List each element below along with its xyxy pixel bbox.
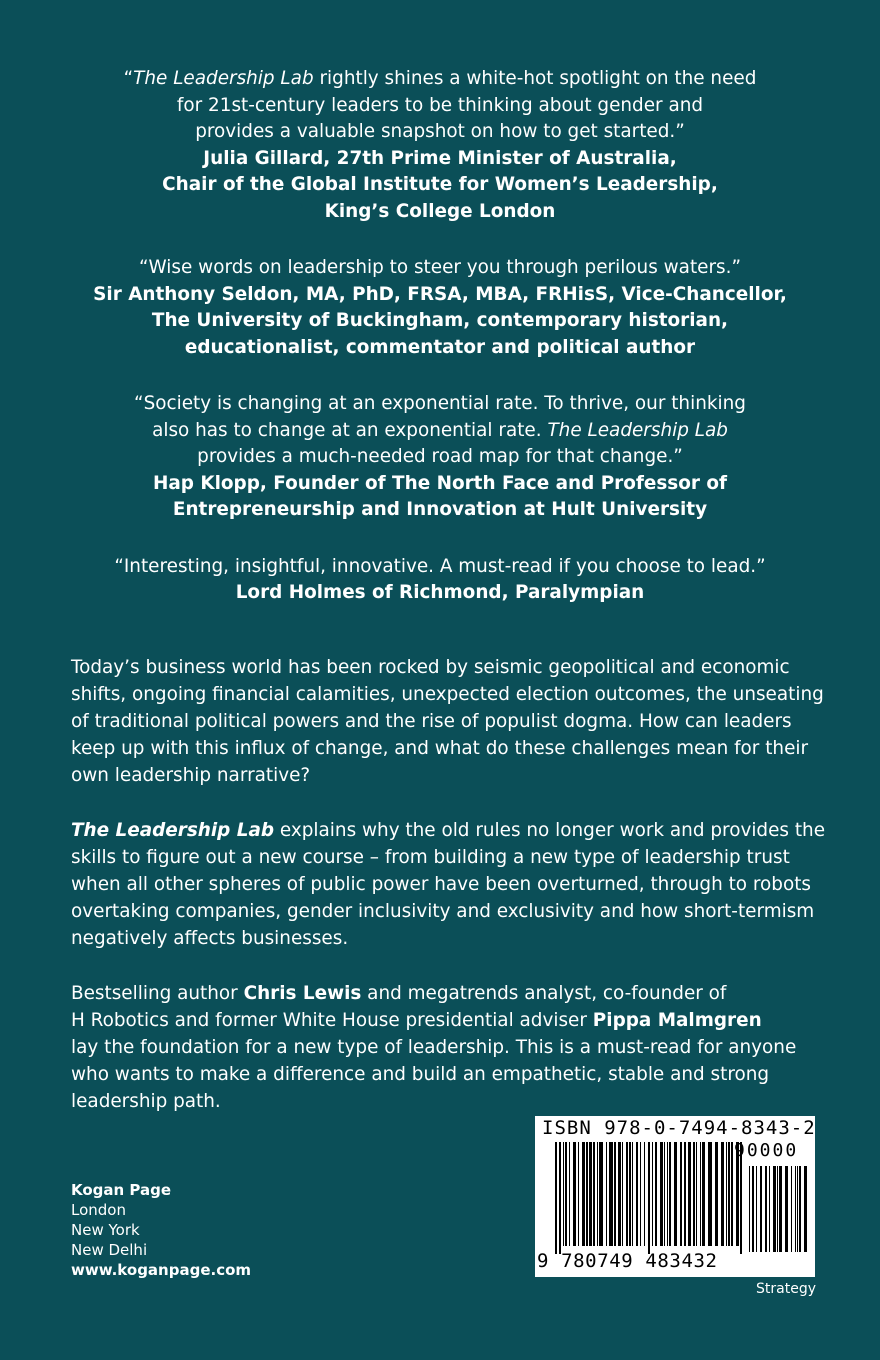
barcode-bar [669, 1142, 671, 1246]
quote-attribution: Chair of the Global Institute for Women’s Leadership, [162, 174, 718, 195]
barcode-bar [693, 1142, 695, 1246]
barcode-bar [804, 1166, 807, 1252]
publisher-website: www.koganpage.com [71, 1261, 252, 1279]
barcode-bar [749, 1166, 750, 1252]
paragraph-line [71, 1088, 831, 1115]
barcode-bar [593, 1142, 595, 1246]
text-run: lay the foundation for a new type of leadership. This is a must-read for anyone [71, 1037, 797, 1058]
barcode-bar [652, 1142, 653, 1246]
barcode-bar [622, 1142, 623, 1246]
barcode-bar [680, 1142, 682, 1246]
paragraph-line [71, 681, 831, 708]
paragraph-line [71, 1007, 831, 1034]
barcode-bar [640, 1142, 641, 1246]
isbn-barcode [535, 1116, 815, 1277]
endorsements [0, 66, 880, 637]
endorsement-quote [0, 554, 880, 607]
barcode-bar [559, 1142, 561, 1254]
text-run: provides a valuable snapshot on how to get started.” [195, 121, 685, 142]
barcode-bar [614, 1142, 616, 1246]
quote-attribution: Entrepreneurship and Innovation at Hult University [172, 499, 708, 520]
text-run: explains why the old rules no longer work and provides the [274, 820, 826, 841]
barcode-bar [756, 1166, 757, 1252]
text-run: own leadership narrative? [71, 765, 311, 786]
book-description [71, 654, 831, 1143]
paragraph-line [71, 925, 831, 952]
barcode-bar [726, 1142, 727, 1246]
barcode-bar [765, 1166, 767, 1252]
barcode-bar [688, 1142, 691, 1246]
barcode-bar [578, 1142, 579, 1246]
text-run: “Society is changing at an exponential rate. To thrive, our thinking [134, 393, 746, 414]
paragraph-line [71, 1061, 831, 1088]
text-run: The Leadership Lab [133, 68, 314, 89]
quote-attribution: Lord Holmes of Richmond, Paralympian [235, 582, 645, 603]
barcode-bar [609, 1142, 613, 1246]
text-run: skills to figure out a new course – from building a new type of leadership trust [71, 847, 790, 868]
barcode-bar [684, 1142, 686, 1246]
paragraph-line [71, 844, 831, 871]
price-addon: 90000 [734, 1140, 799, 1161]
barcode-bar [702, 1142, 705, 1246]
quote-line [0, 554, 880, 581]
quote-line [0, 444, 880, 471]
barcode-bar [728, 1142, 730, 1246]
paragraph-line [71, 817, 831, 844]
text-run: of traditional political powers and the rise of populist dogma. How can leaders [71, 711, 792, 732]
text-run: “Interesting, insightful, innovative. A must-read if you choose to lead.” [114, 555, 766, 577]
barcode-bar [785, 1166, 788, 1252]
text-run: keep up with this influx of change, and what do these challenges mean for their [71, 738, 809, 759]
barcode-bar [715, 1142, 718, 1246]
barcode-bar [721, 1142, 724, 1246]
barcode-bar [660, 1142, 663, 1246]
quote-attribution: The University of Buckingham, contemporary historian, [151, 310, 729, 331]
barcode-bar [664, 1142, 665, 1246]
barcode-bar [648, 1142, 650, 1254]
paragraph-line [71, 762, 831, 789]
barcode-bar [597, 1142, 598, 1246]
barcode-bar [573, 1142, 576, 1246]
barcode-bar [799, 1166, 801, 1252]
text-run: who wants to make a difference and build an empathetic, stable and strong [71, 1064, 770, 1085]
endorsement-quote [0, 391, 880, 524]
barcode-bar [777, 1166, 778, 1252]
barcode-bar [629, 1142, 631, 1246]
text-run: Today’s business world has been rocked by seismic geopolitical and economic [71, 657, 790, 678]
barcode-bar [797, 1166, 798, 1252]
barcode-bar [667, 1142, 668, 1246]
barcode-bar [636, 1142, 638, 1246]
barcode-bar [795, 1166, 796, 1252]
text-run: H Robotics and former White House presidential adviser [71, 1010, 593, 1031]
paragraph-line [71, 871, 831, 898]
barcode-bar [589, 1142, 592, 1246]
publisher-city: London [71, 1201, 126, 1219]
barcode-bar [696, 1142, 697, 1246]
barcode-bar [708, 1142, 712, 1246]
barcode-bar [779, 1166, 782, 1252]
text-run: leadership path. [71, 1091, 221, 1112]
barcode-bar [644, 1142, 645, 1246]
text-run: when all other spheres of public power have been overturned, through to robots [71, 874, 812, 895]
barcode-bar [752, 1166, 754, 1252]
quote-line [0, 255, 880, 282]
quote-line [0, 93, 880, 120]
paragraph-line [71, 980, 831, 1007]
barcode-digits: 9 780749 483432 [537, 1250, 718, 1272]
quote-attribution: Sir Anthony Seldon, MA, PhD, FRSA, MBA, FRHisS, Vice-Chancellor, [93, 283, 787, 305]
category-label: Strategy [756, 1281, 816, 1297]
quote-attribution: Hap Klopp, Founder of The North Face and Professor of [153, 472, 727, 494]
barcode-bar [586, 1142, 588, 1246]
barcode-bar [773, 1166, 776, 1252]
barcode-bar [582, 1142, 585, 1246]
endorsement-quote [0, 255, 880, 361]
text-run: Chris Lewis [243, 983, 362, 1004]
barcode-bar [760, 1166, 762, 1252]
quote-line [0, 119, 880, 146]
barcode-bar [555, 1142, 557, 1254]
quote-attribution: King’s College London [324, 200, 556, 222]
text-run: also has to change at an exponential rate. [152, 419, 548, 441]
barcode-bar [565, 1142, 567, 1246]
text-run: rightly shines a white-hot spotlight on the need [313, 68, 757, 89]
barcode-bar [655, 1142, 657, 1246]
barcode-bar [632, 1142, 633, 1246]
paragraph-line [71, 654, 831, 681]
description-paragraph [71, 817, 831, 952]
paragraph-line [71, 1034, 831, 1061]
description-paragraph [71, 980, 831, 1115]
barcode-bar [769, 1166, 770, 1252]
text-run: Bestselling author [71, 983, 244, 1004]
paragraph-line [71, 898, 831, 925]
barcode-bar [606, 1142, 607, 1246]
publisher-city: New York [71, 1221, 140, 1239]
quote-attribution: educationalist, commentator and political author [184, 336, 696, 358]
barcode-bar [563, 1142, 564, 1246]
text-run: overtaking companies, gender inclusivity and exclusivity and how short-termism [71, 901, 815, 922]
barcode-bar [626, 1142, 628, 1246]
barcode-bar [599, 1142, 603, 1246]
text-run: provides a much-needed road map for that change.” [197, 446, 683, 467]
publisher-info [71, 1180, 251, 1280]
quote-attribution: Julia Gillard, 27th Prime Minister of Australia, [203, 147, 677, 169]
barcode-bar [674, 1142, 677, 1246]
paragraph-line [71, 708, 831, 735]
text-run: shifts, ongoing financial calamities, unexpected election outcomes, the unseating [71, 684, 824, 705]
quote-line [0, 391, 880, 418]
barcode-bar [700, 1142, 701, 1246]
quote-line [0, 418, 880, 445]
text-run: The Leadership Lab [71, 820, 275, 841]
isbn-label: ISBN 978-0-7494-8343-2 [542, 1117, 816, 1139]
barcode-bar [618, 1142, 621, 1246]
text-run: negatively affects businesses. [71, 928, 349, 949]
text-run: “ [123, 68, 134, 89]
text-run: “Wise words on leadership to steer you through perilous waters.” [139, 257, 741, 278]
text-run: and megatrends analyst, co-founder of [361, 983, 727, 1004]
barcode-bar [731, 1142, 733, 1246]
description-paragraph [71, 654, 831, 789]
barcode-bar [791, 1166, 792, 1252]
publisher-city: New Delhi [71, 1241, 148, 1259]
quote-line [0, 66, 880, 93]
text-run: Pippa Malmgren [592, 1010, 762, 1031]
endorsement-quote [0, 66, 880, 225]
text-run: The Leadership Lab [547, 419, 728, 441]
barcode-bar [569, 1142, 570, 1246]
text-run: for 21st-century leaders to be thinking about gender and [176, 94, 704, 116]
publisher-name: Kogan Page [71, 1181, 172, 1199]
paragraph-line [71, 735, 831, 762]
